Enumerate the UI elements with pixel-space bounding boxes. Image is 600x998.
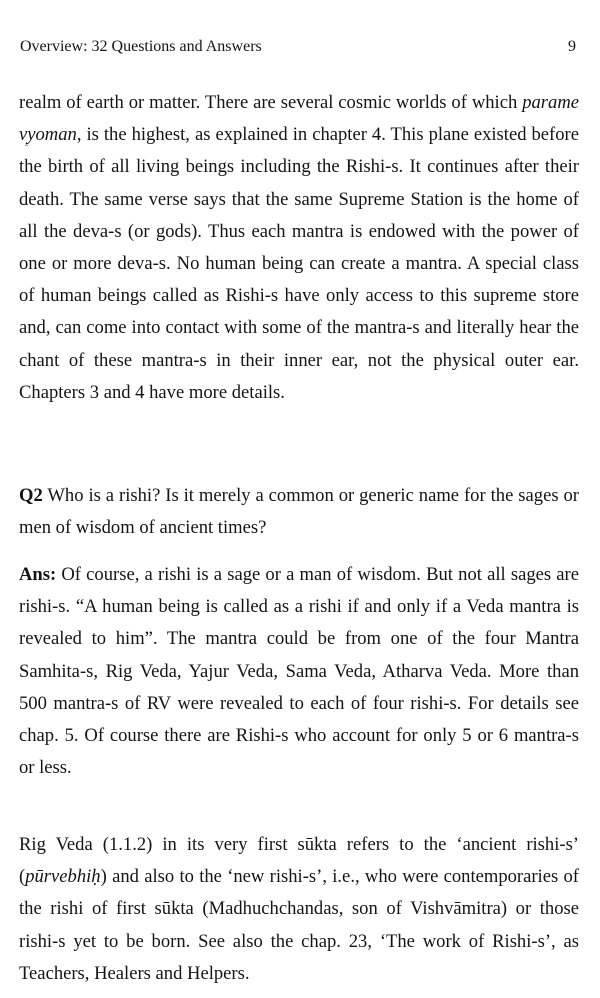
answer-text: Of course, a rishi is a sage or a man of wisdom. But not all sages are rishi-s. “A human being is called as a rishi if and only if a Veda mantra is revealed to him”. The mantra could be from one of the four Mantra Samhita-s, Rig Veda, Yajur Veda, Sama Veda, Atharva Veda. More than 500 mantra-s of RV were revealed to each of four rishi-s. For details see chap. 5. Of course there are Rishi-s who account for only 5 or 6 mantra-s or less. bbox=[19, 564, 579, 779]
question-label: Q2 bbox=[19, 485, 43, 506]
italic-term: parame vyoman bbox=[19, 92, 579, 146]
paragraph-rig-veda bbox=[19, 829, 579, 990]
running-title: Overview: 32 Questions and Answers bbox=[20, 38, 262, 55]
running-header bbox=[20, 37, 576, 57]
italic-term: pūrvebhiḥ bbox=[25, 866, 101, 888]
answer-q2 bbox=[19, 559, 579, 784]
page-number: 9 bbox=[568, 38, 576, 55]
answer-label: Ans: bbox=[19, 564, 57, 585]
paragraph-text: Rig Veda (1.1.2) in its very first sūkta refers to the ‘ancient rishi-s’ ( bbox=[19, 834, 579, 888]
paragraph-text: realm of earth or matter. There are several cosmic worlds of which bbox=[19, 92, 523, 113]
question-text: Who is a rishi? Is it merely a common or generic name for the sages or men of wisdom of ancient times? bbox=[19, 485, 579, 539]
paragraph-parame-vyoman bbox=[19, 87, 579, 409]
paragraph-text: ) and also to the ‘new rishi-s’, i.e., who were contemporaries of the rishi of first sūkta (Madhuchchandas, son of Vishvāmitra) or those rishi-s yet to be born. See also the chap. 23, ‘The work of Rishi-s’, as Teachers, Healers and Helpers. bbox=[19, 866, 579, 984]
paragraph-text: , is the highest, as explained in chapter 4. This plane existed before the birth of all living beings including the Rishi-s. It continues after their death. The same verse says that the same Supreme Station is the home of all the deva-s (or gods). Thus each mantra is endowed with the power of one or more deva-s. No human being can create a mantra. A special class of human beings called as Rishi-s have only access to this supreme store and, can come into contact with some of the mantra-s and literally hear the chant of these mantra-s in their inner ear, not the physical outer ear. Chapters 3 and 4 have more details. bbox=[19, 124, 579, 403]
print-speck: ˆ bbox=[25, 143, 28, 153]
question-q2 bbox=[19, 480, 579, 544]
